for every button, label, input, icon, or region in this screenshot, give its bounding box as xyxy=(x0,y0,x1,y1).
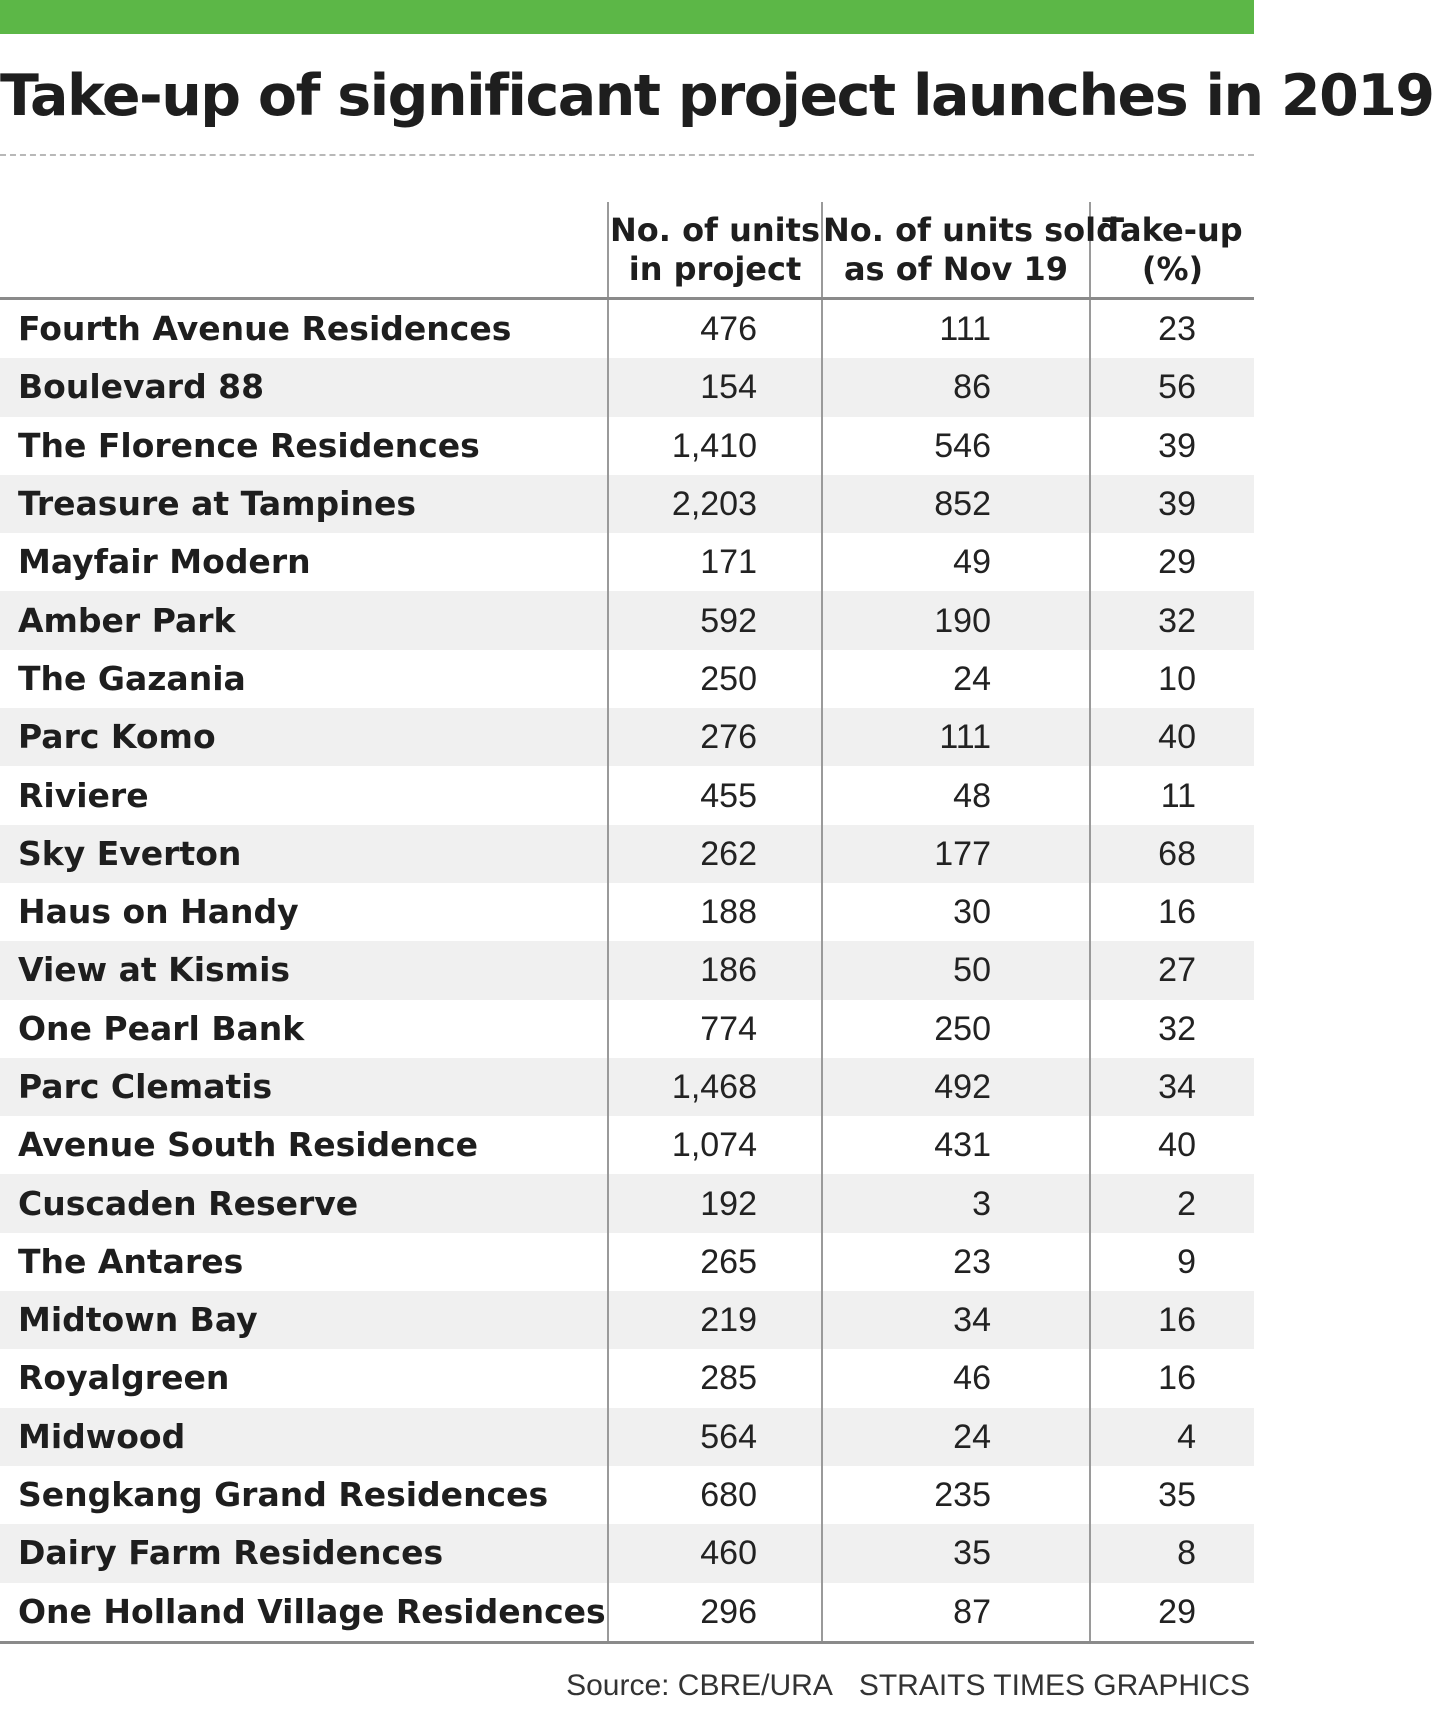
units-sold-cell: 24 xyxy=(822,1408,1090,1466)
units-cell: 285 xyxy=(608,1349,822,1407)
takeup-cell: 2 xyxy=(1090,1174,1254,1232)
project-name-cell: Parc Clematis xyxy=(0,1058,608,1116)
table-row xyxy=(0,417,1254,475)
units-sold-cell: 48 xyxy=(822,766,1090,824)
project-name-cell: Dairy Farm Residences xyxy=(0,1524,608,1582)
units-cell: 262 xyxy=(608,825,822,883)
units-cell: 460 xyxy=(608,1524,822,1582)
units-sold-cell: 24 xyxy=(822,650,1090,708)
project-name-cell: Amber Park xyxy=(0,591,608,649)
units-sold-cell: 35 xyxy=(822,1524,1090,1582)
table-body xyxy=(0,299,1254,1643)
table-row xyxy=(0,941,1254,999)
units-sold-cell: 177 xyxy=(822,825,1090,883)
units-sold-cell: 111 xyxy=(822,299,1090,359)
units-sold-cell: 492 xyxy=(822,1058,1090,1116)
table-row xyxy=(0,1408,1254,1466)
units-sold-cell: 3 xyxy=(822,1174,1090,1232)
units-cell: 592 xyxy=(608,591,822,649)
project-name-cell: The Gazania xyxy=(18,658,246,698)
takeup-cell: 32 xyxy=(1090,591,1254,649)
units-sold-cell: 431 xyxy=(822,1116,1090,1174)
project-name-cell: Treasure at Tampines xyxy=(0,475,608,533)
units-sold-cell: 87 xyxy=(822,1583,1090,1643)
takeup-cell: 10 xyxy=(1090,650,1254,708)
units-cell: 276 xyxy=(608,708,822,766)
units-cell: 774 xyxy=(608,1000,822,1058)
project-name-cell: Parc Komo xyxy=(0,708,608,766)
units-cell: 1,074 xyxy=(608,1116,822,1174)
table-row xyxy=(0,591,1254,649)
takeup-cell: 8 xyxy=(1090,1524,1254,1582)
units-sold-cell: 250 xyxy=(822,1000,1090,1058)
project-name-cell: Fourth Avenue Residences xyxy=(18,309,512,349)
project-name-cell: Sengkang Grand Residences xyxy=(18,1475,549,1515)
takeup-cell: 29 xyxy=(1090,533,1254,591)
takeup-cell: 32 xyxy=(1090,1000,1254,1058)
project-name-cell: Midwood xyxy=(0,1408,608,1466)
takeup-cell: 9 xyxy=(1090,1233,1254,1291)
project-name-cell: One Pearl Bank xyxy=(18,1008,305,1048)
table-row xyxy=(0,883,1254,941)
units-sold-cell: 852 xyxy=(822,475,1090,533)
table-row xyxy=(0,1583,1254,1643)
table-row xyxy=(0,1233,1254,1291)
units-cell: 1,468 xyxy=(608,1058,822,1116)
source-note: Source: CBRE/URA xyxy=(566,1669,833,1702)
header-units-line2: in project xyxy=(628,249,802,288)
units-cell: 564 xyxy=(608,1408,822,1466)
project-name-cell: Boulevard 88 xyxy=(0,358,608,416)
project-name-cell: Riviere xyxy=(18,775,149,815)
units-cell: 171 xyxy=(608,533,822,591)
project-name-cell: Cuscaden Reserve xyxy=(0,1174,608,1232)
units-sold-cell: 34 xyxy=(822,1291,1090,1349)
takeup-table xyxy=(0,202,1254,1644)
header-project xyxy=(0,202,608,299)
takeup-cell: 34 xyxy=(1090,1058,1254,1116)
units-cell: 2,203 xyxy=(608,475,822,533)
units-cell: 476 xyxy=(608,299,822,359)
header-units xyxy=(608,202,822,299)
units-cell: 680 xyxy=(608,1466,822,1524)
units-cell: 219 xyxy=(608,1291,822,1349)
project-name-cell: The Antares xyxy=(18,1241,244,1281)
takeup-cell: 56 xyxy=(1090,358,1254,416)
table-row xyxy=(0,708,1254,766)
project-name-cell: One Holland Village Residences xyxy=(0,1583,608,1643)
units-cell: 250 xyxy=(608,650,822,708)
takeup-cell: 40 xyxy=(1090,1116,1254,1174)
units-sold-cell: 23 xyxy=(822,1233,1090,1291)
takeup-cell: 27 xyxy=(1090,941,1254,999)
table-row xyxy=(0,766,1254,824)
units-cell: 455 xyxy=(608,766,822,824)
table-row xyxy=(0,1466,1254,1524)
project-name-cell: Royalgreen xyxy=(18,1358,230,1398)
units-sold-cell: 30 xyxy=(822,883,1090,941)
takeup-cell: 35 xyxy=(1090,1466,1254,1524)
units-cell: 296 xyxy=(608,1583,822,1643)
units-cell: 188 xyxy=(608,883,822,941)
takeup-cell: 11 xyxy=(1090,766,1254,824)
project-name-cell: Midtown Bay xyxy=(0,1291,608,1349)
units-sold-cell: 50 xyxy=(822,941,1090,999)
header-units-line1: No. of units xyxy=(610,210,820,249)
source-line xyxy=(566,1666,1250,1706)
units-sold-cell: 190 xyxy=(822,591,1090,649)
takeup-cell: 16 xyxy=(1090,883,1254,941)
table-row xyxy=(0,1174,1254,1232)
table-row xyxy=(0,475,1254,533)
takeup-cell: 68 xyxy=(1090,825,1254,883)
header-sold-line1: No. of units sold xyxy=(823,210,1120,249)
project-name-cell: Mayfair Modern xyxy=(18,542,311,582)
table-row xyxy=(0,533,1254,591)
top-accent-bar xyxy=(0,0,1254,34)
table-row xyxy=(0,1291,1254,1349)
takeup-cell: 29 xyxy=(1090,1583,1254,1643)
project-name-cell: Haus on Handy xyxy=(18,892,299,932)
takeup-cell: 4 xyxy=(1090,1408,1254,1466)
takeup-cell: 39 xyxy=(1090,417,1254,475)
table-row xyxy=(0,650,1254,708)
takeup-cell: 40 xyxy=(1090,708,1254,766)
project-name-cell: The Florence Residences xyxy=(18,425,480,465)
table-row xyxy=(0,1116,1254,1174)
title-divider xyxy=(0,154,1254,156)
header-row xyxy=(0,202,1254,299)
project-name-cell: View at Kismis xyxy=(0,941,608,999)
units-cell: 186 xyxy=(608,941,822,999)
table-row xyxy=(0,358,1254,416)
units-sold-cell: 235 xyxy=(822,1466,1090,1524)
table-row xyxy=(0,1524,1254,1582)
header-takeup-line1: Take-up xyxy=(1102,210,1243,249)
units-cell: 192 xyxy=(608,1174,822,1232)
takeup-cell: 23 xyxy=(1090,299,1254,359)
units-cell: 1,410 xyxy=(608,417,822,475)
table-row xyxy=(0,1058,1254,1116)
table-row xyxy=(0,825,1254,883)
table-row xyxy=(0,1349,1254,1407)
takeup-cell: 16 xyxy=(1090,1349,1254,1407)
units-sold-cell: 546 xyxy=(822,417,1090,475)
header-takeup xyxy=(1090,202,1254,299)
units-sold-cell: 111 xyxy=(822,708,1090,766)
header-takeup-line2: (%) xyxy=(1141,249,1204,288)
units-cell: 265 xyxy=(608,1233,822,1291)
table-row xyxy=(0,299,1254,359)
header-sold-line2: as of Nov 19 xyxy=(843,249,1069,288)
units-sold-cell: 49 xyxy=(822,533,1090,591)
takeup-cell: 39 xyxy=(1090,475,1254,533)
project-name-cell: Sky Everton xyxy=(0,825,608,883)
takeup-cell: 16 xyxy=(1090,1291,1254,1349)
project-name-cell: Avenue South Residence xyxy=(18,1125,478,1165)
units-sold-cell: 46 xyxy=(822,1349,1090,1407)
header-sold xyxy=(822,202,1120,299)
units-sold-cell: 86 xyxy=(822,358,1090,416)
units-cell: 154 xyxy=(608,358,822,416)
table-row xyxy=(0,1000,1254,1058)
chart-title: Take-up of significant project launches in 2019 xyxy=(0,63,1434,129)
graphics-credit: STRAITS TIMES GRAPHICS xyxy=(858,1669,1250,1702)
